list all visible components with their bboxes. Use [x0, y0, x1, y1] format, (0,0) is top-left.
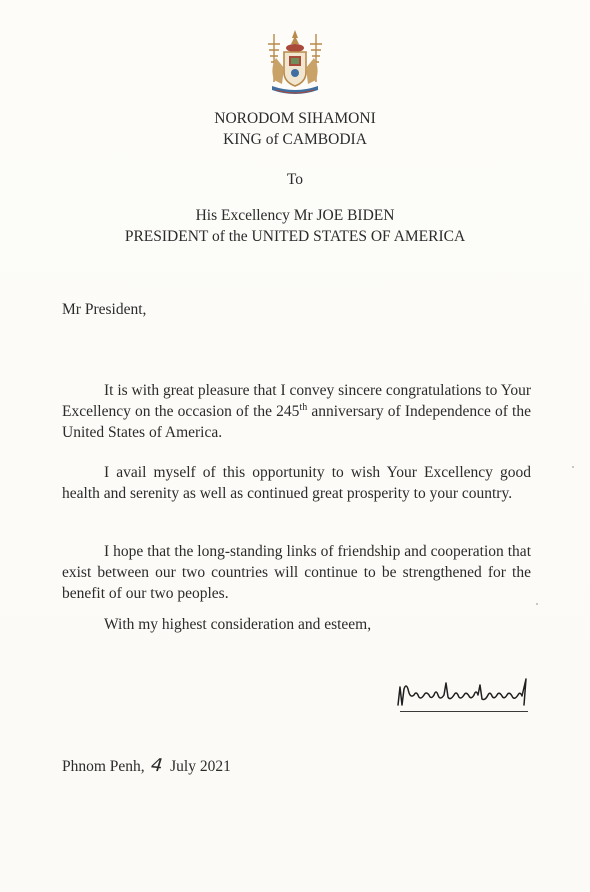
- paper-speck: [536, 603, 538, 605]
- sender-name: NORODOM SIHAMONI: [214, 110, 376, 127]
- date-line: [62, 755, 231, 776]
- date-day-handwritten: 4: [149, 754, 164, 777]
- signature-underline: [400, 711, 528, 712]
- signature-icon: [392, 665, 542, 710]
- recipient-block: [0, 205, 590, 247]
- body-paragraph-3: [62, 541, 531, 604]
- p3-text: I hope that the long-standing links of friendship and cooperation that exist between our two countries will continue to be strengthened for the benefit of our two peoples.: [62, 543, 531, 602]
- sender-title: KING of CAMBODIA: [223, 131, 367, 148]
- recipient-title: PRESIDENT of the UNITED STATES OF AMERICA: [124, 228, 466, 245]
- body-paragraph-1: [62, 380, 531, 443]
- date-month-year: July 2021: [170, 758, 231, 775]
- p1-text-after: anniversary of Independence of the United States of America.: [62, 403, 531, 441]
- p2-text: I avail myself of this opportunity to wish Your Excellency good health and serenity as well as continued great prosperity to your country.: [62, 464, 531, 502]
- date-place: Phnom Penh,: [62, 758, 145, 775]
- salutation: Mr President,: [62, 301, 147, 318]
- body-paragraph-2: [62, 462, 531, 504]
- paper-speck: [572, 466, 574, 468]
- recipient-name: His Excellency Mr JOE BIDEN: [195, 207, 395, 224]
- ordinal-suffix: th: [299, 402, 308, 413]
- to-label: To: [286, 171, 304, 188]
- closing-line: With my highest consideration and esteem,: [104, 616, 372, 633]
- letterhead: [0, 108, 590, 150]
- royal-arms-emblem-icon: [262, 28, 328, 100]
- p1-text-before: It is with great pleasure that I convey sincere congratulations to Your Excellency on the occasion of the 245: [62, 382, 531, 420]
